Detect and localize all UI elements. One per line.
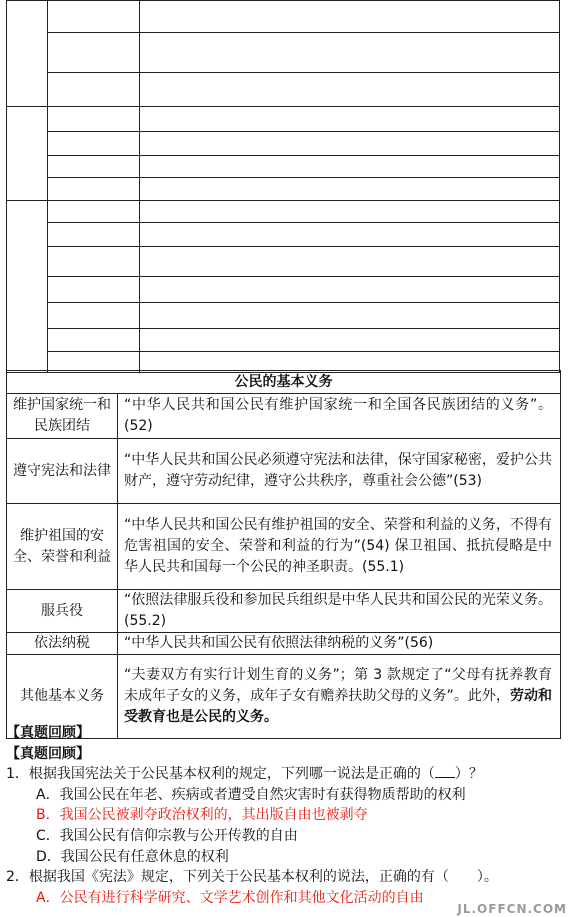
duty-name: 其他基本义务 xyxy=(7,655,118,739)
grid-cell xyxy=(48,303,140,329)
grid-group-cell xyxy=(7,1,48,107)
grid-cell xyxy=(48,33,140,73)
duty-content: “依照法律服兵役和参加民兵组织是中华人民共和国公民的光荣义务。(55.2) xyxy=(118,590,561,633)
question-1-stem xyxy=(6,764,562,785)
grid-cell xyxy=(140,303,560,329)
grid-cell xyxy=(48,247,140,277)
question-1-option-c: C．我国公民有信仰宗教与公开传教的自由 xyxy=(36,827,298,844)
grid-group-cell xyxy=(7,107,48,201)
grid-cell xyxy=(48,201,140,223)
duty-content-emphasis: 劳动和受教育也是公民的义务。 xyxy=(124,688,552,725)
table-row xyxy=(7,504,561,590)
grid-cell xyxy=(140,1,560,33)
grid-cell xyxy=(140,329,560,352)
duty-content: “中华人民共和国公民有依照法律纳税的义务”(56) xyxy=(118,633,561,655)
section-header: 【真题回顾】 xyxy=(6,745,90,762)
duty-content: “中华人民共和国公民必须遵守宪法和法律，保守国家秘密，爱护公共财产，遵守劳动纪律，遵守公共秩序，尊重社会公德”(53) xyxy=(118,439,561,504)
grid-group-cell xyxy=(7,201,48,373)
question-1-option-a: A．我国公民在年老、疾病或者遭受自然灾害时有获得物质帮助的权利 xyxy=(36,786,466,803)
grid-cell xyxy=(48,1,140,33)
grid-cell xyxy=(140,247,560,277)
grid-cell xyxy=(140,33,560,73)
grid-cell xyxy=(48,107,140,132)
watermark-logo: JL.OFFCN.COM xyxy=(457,902,567,916)
question-1-option-b: B．我国公民被剥夺政治权利的，其出版自由也被剥夺 xyxy=(36,807,368,824)
grid-cell xyxy=(140,132,560,156)
question-1-option-d: D．我国公民有任意休息的权利 xyxy=(36,848,229,865)
duty-name: 服兵役 xyxy=(7,590,118,633)
answer-blank xyxy=(435,765,455,778)
grid-cell xyxy=(140,178,560,201)
empty-grid-table xyxy=(6,0,560,373)
question-2-stem: 2．根据我国《宪法》规定，下列关于公民基本权利的说法，正确的有（ ）。 xyxy=(6,869,498,886)
table-title: 公民的基本义务 xyxy=(7,371,561,394)
grid-cell xyxy=(140,277,560,303)
duty-name: 维护国家统一和民族团结 xyxy=(7,394,118,439)
grid-cell xyxy=(140,107,560,132)
grid-cell xyxy=(140,156,560,178)
grid-cell xyxy=(140,73,560,107)
grid-cell xyxy=(48,156,140,178)
question-2-option-a: A．公民有进行科学研究、文学艺术创作和其他文化活动的自由 xyxy=(36,889,424,906)
table-row xyxy=(7,394,561,439)
duty-content-text: “夫妻双方有实行计划生育的义务”；第 3 款规定了“父母有抚养教育未成年子女的义务，成年子女有赡养扶助父母的义务”。此外， xyxy=(124,667,552,704)
duty-name: 遵守宪法和法律 xyxy=(7,439,118,504)
duty-name: 依法纳税 xyxy=(7,633,118,655)
table-row xyxy=(7,439,561,504)
table-row xyxy=(7,633,561,655)
table-row xyxy=(7,590,561,633)
section-header: 【真题回顾】 xyxy=(6,725,90,741)
duty-name: 维护祖国的安全、荣誉和利益 xyxy=(7,504,118,590)
grid-cell xyxy=(48,277,140,303)
question-stem-text: 1．根据我国宪法关于公民基本权利的规定，下列哪一说法是正确的（ xyxy=(6,766,435,783)
grid-cell xyxy=(48,329,140,352)
review-questions xyxy=(6,723,562,908)
duty-content: “中华人民共和国公民有维护祖国的安全、荣誉和利益的义务，不得有危害祖国的安全、荣誉和利益的行为”(54) 保卫祖国、抵抗侵略是中华人民共和国每一个公民的神圣职责。(55.1) xyxy=(118,504,561,590)
duty-content: “中华人民共和国公民有维护国家统一和全国各民族团结的义务”。(52) xyxy=(118,394,561,439)
grid-cell xyxy=(48,132,140,156)
grid-cell xyxy=(48,223,140,247)
grid-cell xyxy=(140,201,560,223)
grid-cell xyxy=(48,178,140,201)
grid-cell xyxy=(48,73,140,107)
question-stem-end: ）？ xyxy=(454,766,483,783)
civic-duties-table xyxy=(6,370,561,739)
grid-cell xyxy=(140,223,560,247)
